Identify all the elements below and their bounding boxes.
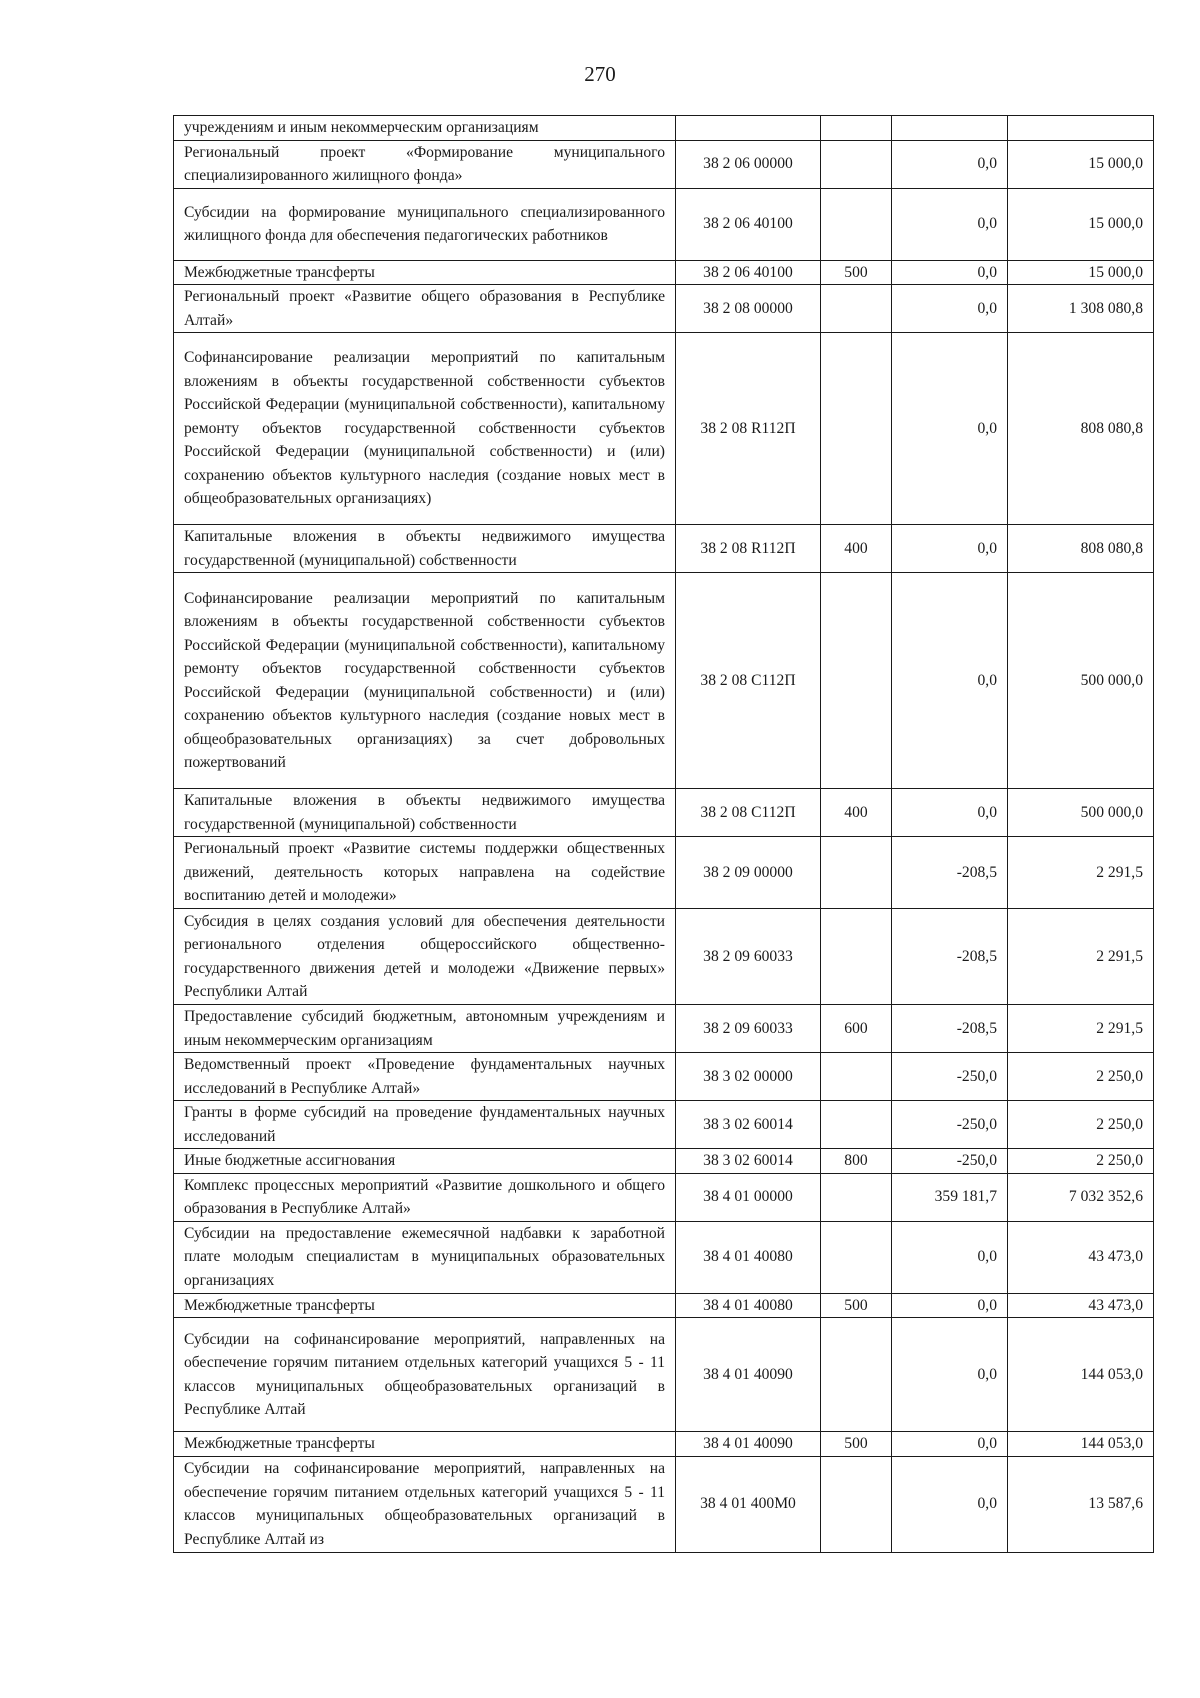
row-change: -250,0 <box>892 1149 1008 1174</box>
row-name: Региональный проект «Развитие системы поддержки общественных движений, деятельность которых направлена на содействие воспитанию детей и молодежи» <box>174 837 676 909</box>
row-total: 7 032 352,6 <box>1008 1173 1154 1221</box>
row-total: 43 473,0 <box>1008 1221 1154 1293</box>
row-name: Межбюджетные трансферты <box>174 1293 676 1318</box>
row-total: 15 000,0 <box>1008 260 1154 285</box>
row-change: 0,0 <box>892 140 1008 188</box>
row-name: Ведомственный проект «Проведение фундаментальных научных исследований в Республике Алтай» <box>174 1053 676 1101</box>
row-change: 0,0 <box>892 525 1008 573</box>
row-code: 38 2 08 00000 <box>676 285 821 333</box>
row-change: 0,0 <box>892 285 1008 333</box>
row-total: 144 053,0 <box>1008 1432 1154 1457</box>
row-change: 0,0 <box>892 260 1008 285</box>
table-row <box>174 1005 1154 1053</box>
row-code: 38 4 01 40080 <box>676 1221 821 1293</box>
budget-table <box>173 115 1154 1553</box>
row-total: 1 308 080,8 <box>1008 285 1154 333</box>
row-total: 2 250,0 <box>1008 1101 1154 1149</box>
table-row <box>174 1432 1154 1457</box>
row-name: Региональный проект «Развитие общего образования в Республике Алтай» <box>174 285 676 333</box>
table-row <box>174 188 1154 260</box>
row-total: 15 000,0 <box>1008 188 1154 260</box>
row-expense-type <box>821 1221 892 1293</box>
table-row <box>174 837 1154 909</box>
table-row <box>174 789 1154 837</box>
row-code: 38 2 08 R112П <box>676 525 821 573</box>
row-expense-type: 800 <box>821 1149 892 1174</box>
row-change: 0,0 <box>892 1318 1008 1432</box>
row-expense-type <box>821 1053 892 1101</box>
row-total: 2 250,0 <box>1008 1149 1154 1174</box>
row-name: Комплекс процессных мероприятий «Развитие дошкольного и общего образования в Республике Алтай» <box>174 1173 676 1221</box>
row-expense-type: 500 <box>821 1293 892 1318</box>
table-row <box>174 573 1154 789</box>
table-row <box>174 1318 1154 1432</box>
row-total: 2 250,0 <box>1008 1053 1154 1101</box>
row-total: 15 000,0 <box>1008 140 1154 188</box>
row-change <box>892 116 1008 141</box>
row-code: 38 2 06 00000 <box>676 140 821 188</box>
table-row <box>174 1456 1154 1552</box>
row-change: 359 181,7 <box>892 1173 1008 1221</box>
row-code: 38 3 02 60014 <box>676 1101 821 1149</box>
row-name: Софинансирование реализации мероприятий по капитальным вложениям в объекты государственной собственности субъектов Российской Федерации (муниципальной собственности), капитальному ремонту объектов государственной собственности субъектов Российской Федерации (муниципальной собственности) и (или) сохранению объектов культурного наследия (создание новых мест в общеобразовательных организациях) <box>174 333 676 525</box>
row-expense-type <box>821 188 892 260</box>
row-change: 0,0 <box>892 1293 1008 1318</box>
row-expense-type <box>821 333 892 525</box>
row-expense-type: 400 <box>821 525 892 573</box>
row-expense-type <box>821 285 892 333</box>
table-row <box>174 1221 1154 1293</box>
table-row <box>174 333 1154 525</box>
row-name: Региональный проект «Формирование муниципального специализированного жилищного фонда» <box>174 140 676 188</box>
row-name: Предоставление субсидий бюджетным, автономным учреждениям и иным некоммерческим организациям <box>174 1005 676 1053</box>
table-row <box>174 1293 1154 1318</box>
row-change: -208,5 <box>892 909 1008 1005</box>
row-name: Софинансирование реализации мероприятий по капитальным вложениям в объекты государственной собственности субъектов Российской Федерации (муниципальной собственности), капитальному ремонту объектов государственной собственности субъектов Российской Федерации (муниципальной собственности) и (или) сохранению объектов культурного наследия (создание новых мест в общеобразовательных организациях) за счет добровольных пожертвований <box>174 573 676 789</box>
row-name: Гранты в форме субсидий на проведение фундаментальных научных исследований <box>174 1101 676 1149</box>
row-change: -208,5 <box>892 1005 1008 1053</box>
row-code: 38 2 09 60033 <box>676 909 821 1005</box>
table-row <box>174 116 1154 141</box>
row-total: 2 291,5 <box>1008 1005 1154 1053</box>
row-change: -208,5 <box>892 837 1008 909</box>
row-expense-type <box>821 1101 892 1149</box>
row-expense-type <box>821 116 892 141</box>
row-code: 38 4 01 40080 <box>676 1293 821 1318</box>
table-row <box>174 1053 1154 1101</box>
row-name: Субсидии на софинансирование мероприятий, направленных на обеспечение горячим питанием отдельных категорий учащихся 5 - 11 классов муниципальных общеобразовательных организаций в Республике Алтай <box>174 1318 676 1432</box>
row-total: 2 291,5 <box>1008 837 1154 909</box>
row-name: Иные бюджетные ассигнования <box>174 1149 676 1174</box>
row-code: 38 2 06 40100 <box>676 260 821 285</box>
row-code <box>676 116 821 141</box>
row-name: Капитальные вложения в объекты недвижимого имущества государственной (муниципальной) собственности <box>174 525 676 573</box>
row-code: 38 4 01 400М0 <box>676 1456 821 1552</box>
row-code: 38 2 08 R112П <box>676 333 821 525</box>
table-row <box>174 285 1154 333</box>
table-row <box>174 260 1154 285</box>
row-total: 13 587,6 <box>1008 1456 1154 1552</box>
row-total: 144 053,0 <box>1008 1318 1154 1432</box>
row-name: Субсидии на формирование муниципального специализированного жилищного фонда для обеспечения педагогических работников <box>174 188 676 260</box>
row-total: 500 000,0 <box>1008 573 1154 789</box>
row-name: Межбюджетные трансферты <box>174 260 676 285</box>
row-expense-type <box>821 1456 892 1552</box>
page-number: 270 <box>584 62 616 86</box>
row-code: 38 4 01 40090 <box>676 1318 821 1432</box>
row-code: 38 4 01 00000 <box>676 1173 821 1221</box>
row-code: 38 2 09 60033 <box>676 1005 821 1053</box>
row-name: учреждениям и иным некоммерческим организациям <box>174 116 676 141</box>
row-name: Межбюджетные трансферты <box>174 1432 676 1457</box>
row-expense-type <box>821 1318 892 1432</box>
row-name: Субсидия в целях создания условий для обеспечения деятельности регионального отделения общероссийского общественно-государственного движения детей и молодежи «Движение первых» Республики Алтай <box>174 909 676 1005</box>
row-change: 0,0 <box>892 188 1008 260</box>
row-change: 0,0 <box>892 573 1008 789</box>
row-code: 38 4 01 40090 <box>676 1432 821 1457</box>
row-expense-type <box>821 1173 892 1221</box>
row-change: 0,0 <box>892 1456 1008 1552</box>
row-total: 43 473,0 <box>1008 1293 1154 1318</box>
row-change: 0,0 <box>892 1432 1008 1457</box>
row-change: 0,0 <box>892 333 1008 525</box>
table-row <box>174 1173 1154 1221</box>
row-expense-type <box>821 837 892 909</box>
row-code: 38 2 06 40100 <box>676 188 821 260</box>
row-expense-type <box>821 573 892 789</box>
row-change: -250,0 <box>892 1101 1008 1149</box>
row-name: Капитальные вложения в объекты недвижимого имущества государственной (муниципальной) собственности <box>174 789 676 837</box>
row-code: 38 3 02 60014 <box>676 1149 821 1174</box>
row-total: 808 080,8 <box>1008 525 1154 573</box>
table-row <box>174 1149 1154 1174</box>
table-row <box>174 909 1154 1005</box>
table-row <box>174 1101 1154 1149</box>
row-change: 0,0 <box>892 1221 1008 1293</box>
row-code: 38 2 08 С112П <box>676 573 821 789</box>
row-expense-type: 400 <box>821 789 892 837</box>
row-code: 38 3 02 00000 <box>676 1053 821 1101</box>
row-code: 38 2 09 00000 <box>676 837 821 909</box>
table-row <box>174 525 1154 573</box>
row-expense-type: 600 <box>821 1005 892 1053</box>
row-name: Субсидии на предоставление ежемесячной надбавки к заработной плате молодым специалистам в муниципальных образовательных организациях <box>174 1221 676 1293</box>
row-expense-type: 500 <box>821 260 892 285</box>
row-expense-type <box>821 140 892 188</box>
row-change: -250,0 <box>892 1053 1008 1101</box>
row-total <box>1008 116 1154 141</box>
row-expense-type <box>821 909 892 1005</box>
row-total: 500 000,0 <box>1008 789 1154 837</box>
row-change: 0,0 <box>892 789 1008 837</box>
row-expense-type: 500 <box>821 1432 892 1457</box>
row-name: Субсидии на софинансирование мероприятий, направленных на обеспечение горячим питанием отдельных категорий учащихся 5 - 11 классов муниципальных общеобразовательных организаций в Республике Алтай из <box>174 1456 676 1552</box>
row-code: 38 2 08 С112П <box>676 789 821 837</box>
row-total: 808 080,8 <box>1008 333 1154 525</box>
row-total: 2 291,5 <box>1008 909 1154 1005</box>
table-row <box>174 140 1154 188</box>
